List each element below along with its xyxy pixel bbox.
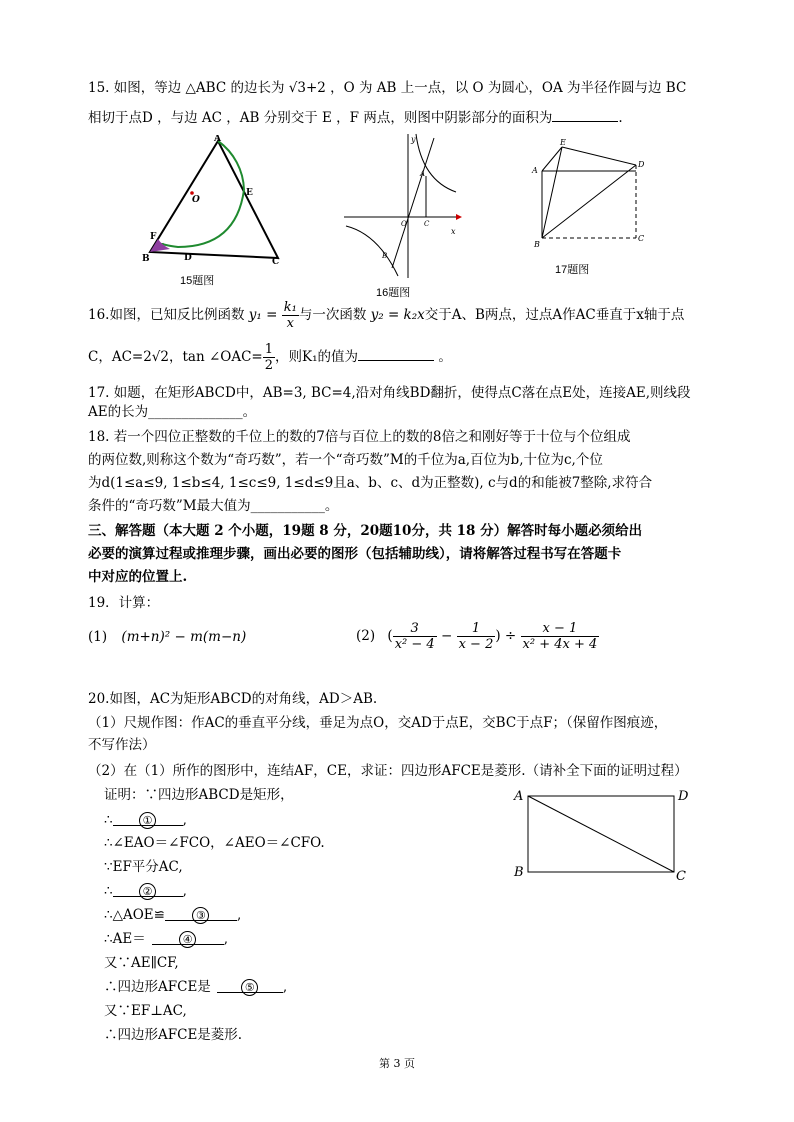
fig15-label-C: C — [272, 257, 280, 265]
proof-line-2: ∴ ① , — [104, 812, 187, 828]
proof-circle-5: ⑤ — [241, 979, 258, 996]
q19-part1 — [88, 628, 246, 646]
q16-text-e: ，则K₁的值为 — [275, 349, 359, 365]
q16-line2 — [88, 340, 452, 374]
q16-text-f: 。 — [438, 349, 452, 365]
fig17-label-C: C — [638, 234, 645, 243]
q18-line4: 条件的“奇巧数”M最大值为___________。 — [88, 498, 339, 514]
proof-line-8: 又∵AE∥CF, — [104, 955, 179, 971]
figure-15 — [140, 135, 290, 265]
proof-line-7: ∴AE＝ ④ , — [104, 931, 228, 947]
fig17-label-D: D — [638, 160, 645, 169]
q19-p2-open: ( — [387, 628, 393, 644]
q20-line2: （1）尺规作图：作AC的垂直平分线，垂足为点O，交AD于点E，交BC于点F；（保留作图痕迹， — [88, 715, 668, 731]
fig15-label-A: A — [214, 135, 221, 144]
proof-blank-5 — [217, 978, 283, 993]
q16-frac-k1-x — [282, 300, 299, 331]
fig20-label-B: B — [514, 865, 524, 880]
q16-half-den: 2 — [264, 358, 274, 373]
page-footer: 第 3 页 — [379, 1057, 415, 1070]
proof-circle-1: ① — [139, 812, 156, 829]
proof-blank-3 — [165, 906, 237, 921]
q16-line1 — [88, 298, 684, 332]
figure-20-rectangle — [510, 786, 700, 886]
fig16-caption: 16题图 — [376, 287, 411, 299]
q19-f2-den: x − 2 — [458, 637, 494, 652]
fig15-label-O: O — [192, 195, 200, 205]
q16-text-b: 与一次函数 — [298, 307, 367, 323]
q19-f3-num: x − 1 — [521, 621, 600, 637]
proof-line-5: ∴ ② , — [104, 883, 187, 899]
fig15-label-F: F — [150, 232, 157, 242]
figure-16 — [338, 130, 462, 280]
q19-frac1 — [393, 621, 437, 652]
fig20-label-D: D — [678, 789, 689, 804]
proof-circle-4: ④ — [179, 931, 196, 948]
q19-f3-den: x² + 4x + 4 — [522, 637, 598, 652]
q16-text-d: C，AC=2√2，tan ∠OAC= — [88, 349, 263, 365]
proof-line-4: ∵EF平分AC, — [104, 859, 183, 875]
q16-answer-blank — [358, 346, 434, 361]
fig16-label-y: y — [411, 135, 416, 144]
fig17-caption: 17题图 — [555, 264, 590, 276]
proof-line-11: ∴四边形AFCE是菱形. — [104, 1027, 243, 1043]
q16-k1: k₁ — [283, 300, 297, 315]
fig15-label-B: B — [142, 254, 150, 264]
proof-therefore-1: ∴ — [104, 812, 113, 828]
q19-p1-expr: (m+n)² − m(m−n) — [121, 629, 247, 645]
q20-line3: 不写作法） — [88, 737, 156, 753]
proof-blank-2 — [113, 882, 183, 897]
proof-afce-is: ∴四边形AFCE是 — [104, 979, 211, 995]
proof-blank-4 — [152, 930, 224, 945]
q20-line1: 20.如图，AC为矩形ABCD的对角线，AD＞AB. — [88, 691, 378, 707]
q19-f1-num: 3 — [393, 621, 437, 637]
q19-frac2 — [457, 621, 496, 652]
fig16-label-x: x — [451, 227, 456, 236]
proof-ae-equals: ∴AE＝ — [104, 931, 146, 947]
fig15-label-E: E — [246, 188, 253, 198]
proof-circle-2: ② — [139, 883, 156, 900]
q15-answer-blank — [552, 107, 618, 122]
section3-line2: 必要的演算过程或推理步骤，画出必要的图形（包括辅助线），请将解答过程书写在答题卡 — [88, 546, 622, 562]
q18-line3: 为d(1≤a≤9, 1≤b≤4, 1≤c≤9, 1≤d≤9且a、b、c、d为正整数), c与d的和能被7整除,求符合 — [88, 475, 653, 491]
figure-17 — [528, 135, 648, 250]
fig16-label-B: B — [382, 252, 388, 260]
q16-x: x — [286, 316, 294, 331]
proof-line-10: 又∵EF⊥AC, — [104, 1003, 187, 1019]
q19-f1-den: x² − 4 — [394, 637, 435, 652]
q15-line2-text: 相切于点D ，与边 AC ，AB 分别交于 E ，F 两点，则图中阴影部分的面积为 — [88, 110, 553, 126]
section3-line3: 中对应的位置上. — [88, 569, 188, 585]
q16-text-c: 交于A、B两点，过点A作AC垂直于x轴于点 — [424, 307, 685, 323]
fig17-label-A: A — [532, 166, 538, 175]
q15-line2: 相切于点D ，与边 AC ，AB 分别交于 E ，F 两点，则图中阴影部分的面积为 . — [88, 107, 623, 127]
proof-congruent: ∴△AOE≌ — [104, 907, 165, 923]
q17-line1: 17. 如题，在矩形ABCD中，AB=3, BC=4,沿对角线BD翻折，使得点C落在点E处，连接AE,则线段 — [88, 385, 691, 401]
q19-f2-num: 1 — [457, 621, 496, 637]
q19-p2-label: (2) — [356, 628, 376, 644]
proof-circle-3: ③ — [192, 907, 209, 924]
fig15-caption: 15题图 — [180, 275, 215, 287]
proof-line-1: 证明：∵四边形ABCD是矩形， — [104, 787, 294, 803]
proof-line-9: ∴四边形AFCE是 ⑤ , — [104, 979, 288, 995]
q16-y1: y₁ = — [248, 307, 278, 323]
q16-half-num: 1 — [264, 342, 274, 357]
proof-line-3: ∴∠EAO＝∠FCO，∠AEO＝∠CFO. — [104, 835, 325, 851]
fig17-label-E: E — [560, 138, 566, 147]
q15-line1: 15. 如图，等边 △ABC 的边长为 √3+2 ，O 为 AB 上一点，以 O 为圆心，OA 为半径作圆与边 BC — [88, 80, 687, 96]
q19-frac3 — [521, 621, 600, 652]
fig20-label-A: A — [514, 789, 524, 804]
proof-therefore-2: ∴ — [104, 883, 113, 899]
q16-text-a: 16.如图，已知反比例函数 — [88, 307, 245, 323]
q19-p2-close: ) ÷ — [495, 628, 517, 644]
q18-line2: 的两位数,则称这个数为“奇巧数”，若一个“奇巧数”M的千位为a,百位为b,十位为c,个位 — [88, 452, 603, 468]
fig15-label-D: D — [184, 253, 192, 263]
section3-line1: 三、解答题（本大题 2 个小题，19题 8 分，20题10分，共 18 分）解答时每小题必须给出 — [88, 523, 643, 539]
q18-line1: 18. 若一个四位正整数的千位上的数的7倍与百位上的数的8倍之和刚好等于十位与个位组成 — [88, 429, 631, 445]
q19-p1-label: (1) — [88, 629, 108, 645]
fig16-label-A: A — [420, 170, 426, 178]
q17-line2: AE的长为______________。 — [88, 404, 257, 420]
fig17-label-B: B — [534, 240, 540, 249]
q19-minus: − — [440, 628, 453, 644]
proof-blank-1 — [113, 811, 183, 826]
q19-title: 19．计算： — [88, 595, 160, 611]
q16-frac-half — [263, 342, 275, 373]
proof-line-6: ∴△AOE≌ ③ , — [104, 907, 242, 923]
q19-part2 — [356, 616, 599, 656]
fig20-label-C: C — [676, 869, 686, 884]
q20-line4: （2）在（1）所作的图形中，连结AF，CE，求证：四边形AFCE是菱形.（请补全下面的证明过程） — [88, 763, 688, 779]
fig16-label-C: C — [424, 220, 430, 228]
q16-y2: y₂ = k₂x — [370, 307, 425, 323]
fig16-label-O: O — [401, 220, 407, 228]
